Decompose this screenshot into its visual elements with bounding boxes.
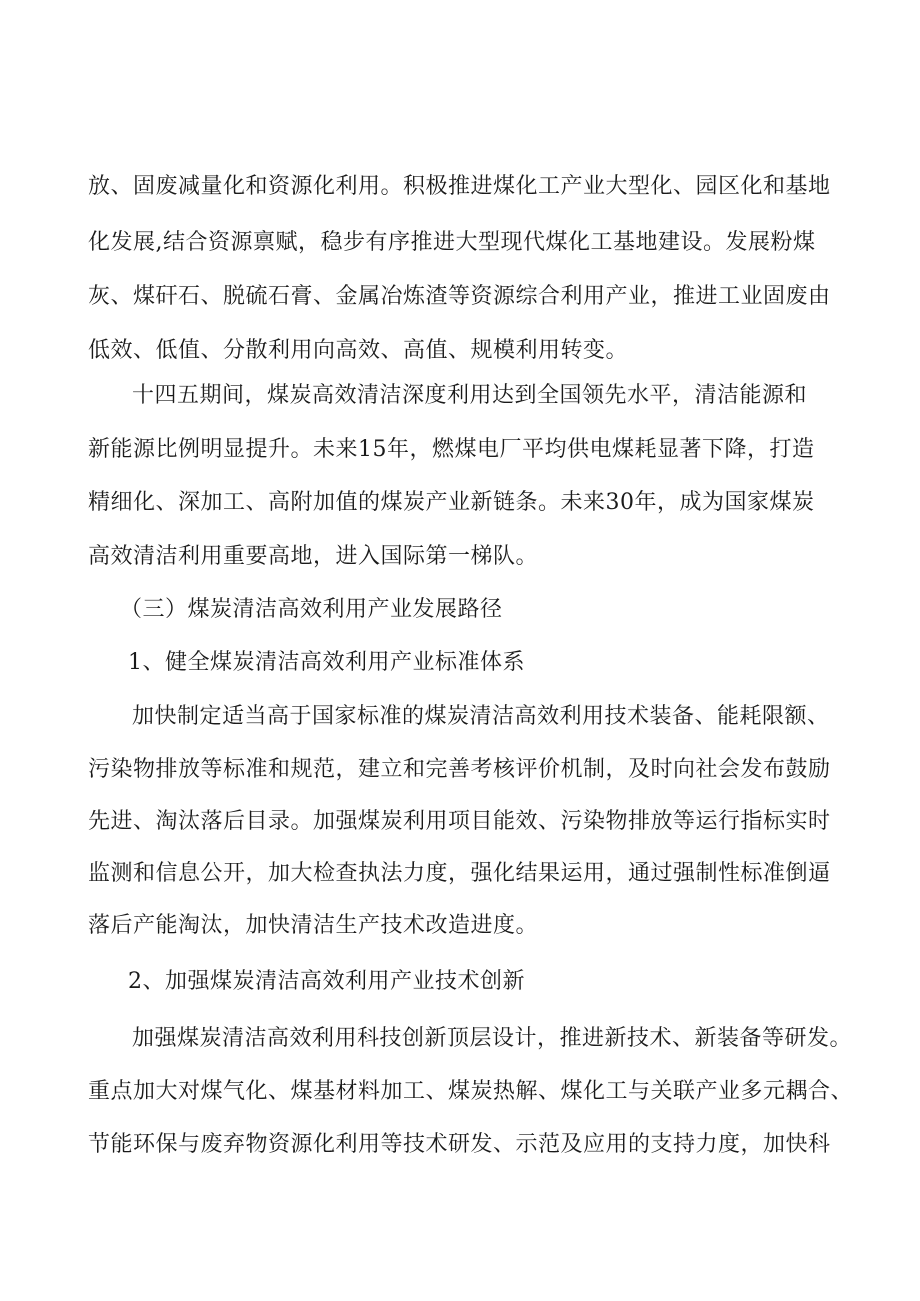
paragraph-1-line-4: 低效、低值、分散利用向高效、高值、规模利用转变。 bbox=[88, 338, 629, 363]
paragraph-1-line-1: 放、固废减量化和资源化利用。积极推进煤化工产业大型化、园区化和基地 bbox=[88, 174, 831, 199]
paragraph-4-line-1: 加强煤炭清洁高效利用科技创新顶层设计，推进新技术、新装备等研发。 bbox=[132, 1026, 853, 1051]
paragraph-3-line-1: 加快制定适当高于国家标准的煤炭清洁高效利用技术装备、能耗限额、 bbox=[132, 704, 830, 729]
paragraph-2-line-2: 新能源比例明显提升。未来15年，燃煤电厂平均供电煤耗显著下降，打造 bbox=[88, 437, 815, 462]
paragraph-4-line-2: 重点加大对煤气化、煤基材料加工、煤炭热解、煤化工与关联产业多元耦合、 bbox=[88, 1079, 854, 1104]
subheading-2: 2、加强煤炭清洁高效利用产业技术创新 bbox=[128, 969, 525, 994]
paragraph-3-line-5: 落后产能淘汰，加快清洁生产技术改造进度。 bbox=[88, 913, 539, 938]
paragraph-2-line-4: 高效清洁利用重要高地，进入国际第一梯队。 bbox=[88, 544, 539, 569]
paragraph-1-line-2: 化发展,结合资源禀赋，稳步有序推进大型现代煤化工基地建设。发展粉煤 bbox=[88, 230, 816, 255]
paragraph-3-line-4: 监测和信息公开，加大检查执法力度，强化结果运用，通过强制性标准倒逼 bbox=[88, 861, 831, 886]
paragraph-2-line-1: 十四五期间，煤炭高效清洁深度利用达到全国领先水平，清洁能源和 bbox=[132, 383, 808, 408]
subheading-1: 1、健全煤炭清洁高效利用产业标准体系 bbox=[128, 650, 525, 675]
paragraph-3-line-2: 污染物排放等标准和规范，建立和完善考核评价机制，及时向社会发布鼓励 bbox=[88, 757, 831, 782]
paragraph-2-line-3: 精细化、深加工、高附加值的煤炭产业新链条。未来30年，成为国家煤炭 bbox=[88, 490, 815, 515]
paragraph-4-line-3: 节能环保与废弃物资源化利用等技术研发、示范及应用的支持力度，加快科 bbox=[88, 1132, 831, 1157]
section-heading: （三）煤炭清洁高效利用产业发展路径 bbox=[120, 597, 503, 622]
paragraph-3-line-3: 先进、淘汰落后目录。加强煤炭利用项目能效、污染物排放等运行指标实时 bbox=[88, 809, 831, 834]
paragraph-1-line-3: 灰、煤矸石、脱硫石膏、金属冶炼渣等资源综合利用产业，推进工业固废由 bbox=[88, 284, 831, 309]
